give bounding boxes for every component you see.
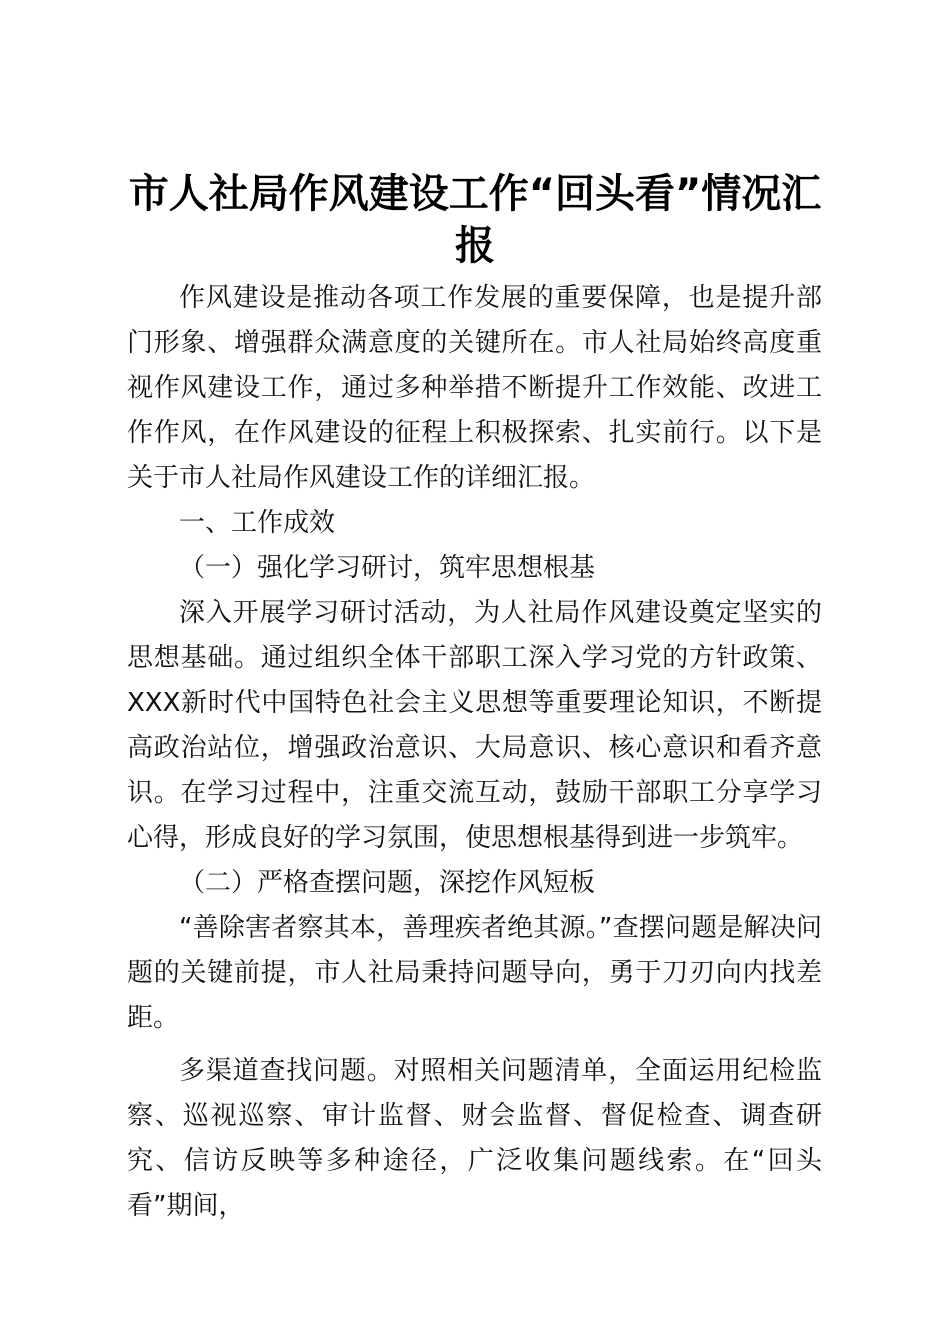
problems-paragraph: “善除害者察其本，善理疾者绝其源。”查摆问题是解决问题的关键前提，市人社局秉持问题导向，勇于刀刃向内找差距。 [127,913,822,1033]
intro-paragraph: 作风建设是推动各项工作发展的重要保障，也是提升部门形象、增强群众满意度的关键所在。市人社局始终高度重视作风建设工作，通过多种举措不断提升工作效能、改进工作作风，在作风建设的征程上积极探索、扎实前行。以下是关于市人社局作风建设工作的详细汇报。 [127,283,822,493]
document-title: 市人社局作风建设工作“回头看”情况汇报 [128,171,822,269]
section-heading-work-results: 一、工作成效 [179,508,336,538]
subsection-heading-problems: （二）严格查摆问题，深挖作风短板 [179,868,596,898]
study-paragraph: 深入开展学习研讨活动，为人社局作风建设奠定坚实的思想基础。通过组织全体干部职工深入学习党的方针政策、XXX新时代中国特色社会主义思想等重要理论知识，不断提高政治站位，增强政治意识、大局意识、核心意识和看齐意识。在学习过程中，注重交流互动，鼓励干部职工分享学习心得，形成良好的学习氛围，使思想根基得到进一步筑牢。 [127,598,822,853]
subsection-heading-study: （一）强化学习研讨，筑牢思想根基 [179,553,596,583]
document-body [127,276,822,1229]
channels-paragraph: 多渠道查找问题。对照相关问题清单，全面运用纪检监察、巡视巡察、审计监督、财会监督、督促检查、调查研究、信访反映等多种途径，广泛收集问题线索。在“回头看”期间， [127,1056,822,1221]
